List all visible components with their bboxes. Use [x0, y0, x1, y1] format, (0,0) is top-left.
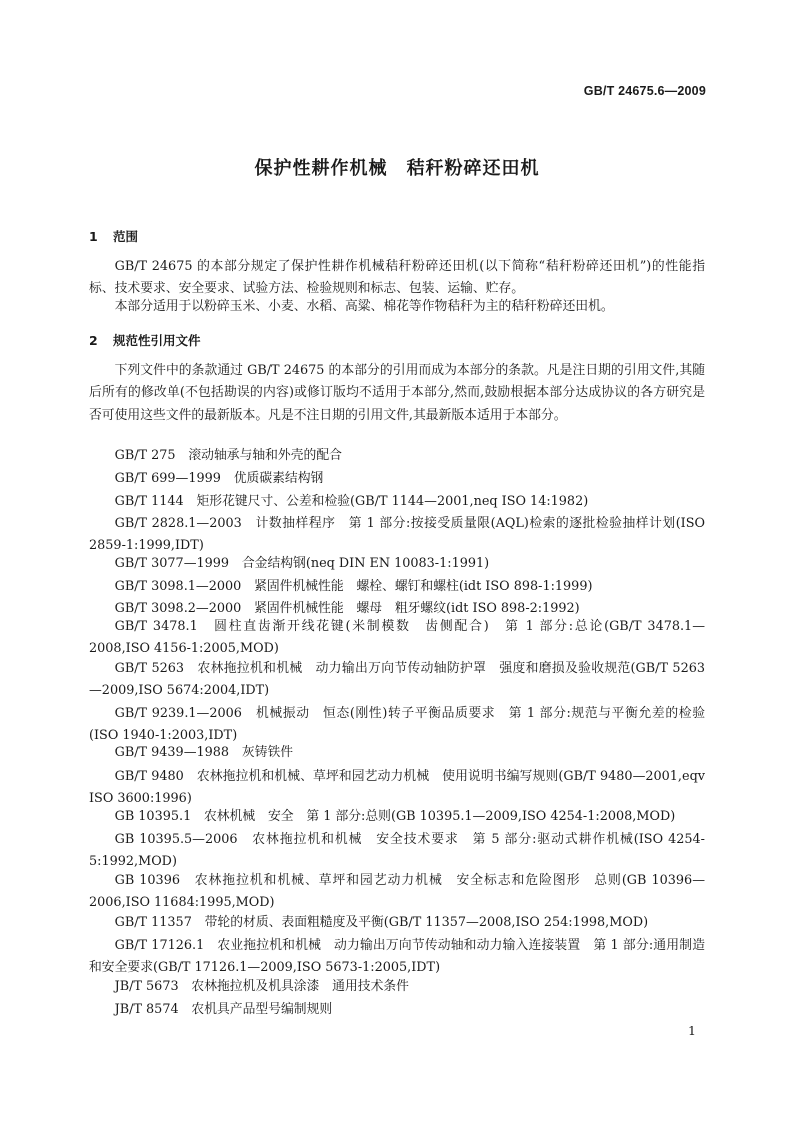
reference-item: GB 10395.1 农林机械 安全 第 1 部分:总则(GB 10395.1—2009,ISO 4254-1:2008,MOD)	[114, 809, 676, 824]
reference-item: GB/T 5263 农林拖拉机和机械 动力输出万向节传动轴防护罩 强度和磨损及验收规范(GB/T 5263—2009,ISO 5674:2004,IDT)	[89, 661, 705, 699]
reference-item: GB/T 275 滚动轴承与轴和外壳的配合	[114, 448, 342, 463]
section-title: 范围	[113, 229, 139, 244]
reference-item: GB/T 17126.1 农业拖拉机和机械 动力输出万向节传动轴和动力输入连接装置 第 1 部分:通用制造和安全要求(GB/T 17126.1—2009,ISO 5673-1:2005,IDT)	[89, 938, 705, 976]
reference-item: GB/T 3098.2—2000 紧固件机械性能 螺母 粗牙螺纹(idt ISO 898-2:1992)	[114, 601, 580, 616]
document-code: GB/T 24675.6—2009	[583, 84, 706, 98]
section-heading-scope	[89, 227, 138, 245]
section-number: 2	[89, 333, 98, 348]
reference-item: GB/T 9239.1—2006 机械振动 恒态(刚性)转子平衡品质要求 第 1 部分:规范与平衡允差的检验(ISO 1940-1:2003,IDT)	[89, 706, 705, 744]
reference-item: GB/T 3077—1999 合金结构钢(neq DIN EN 10083-1:1991)	[114, 556, 490, 571]
reference-item: JB/T 5673 农林拖拉机及机具涂漆 通用技术条件	[114, 979, 409, 994]
reference-item: JB/T 8574 农机具产品型号编制规则	[114, 1002, 333, 1017]
section-heading-normative-references	[89, 331, 201, 349]
reference-item: GB/T 3098.1—2000 紧固件机械性能 螺栓、螺钉和螺柱(idt ISO 898-1:1999)	[114, 579, 593, 594]
references-intro-paragraph: 下列文件中的条款通过 GB/T 24675 的本部分的引用而成为本部分的条款。凡是注日期的引用文件,其随后所有的修改单(不包括勘误的内容)或修订版均不适用于本部分,然而,鼓励根据本部分达成协议的各方研究是否可使用这些文件的最新版本。凡是不注日期的引用文件,其最新版本适用于本部分。	[89, 363, 705, 423]
reference-item: GB 10395.5—2006 农林拖拉机和机械 安全技术要求 第 5 部分:驱动式耕作机械(ISO 4254-5:1992,MOD)	[89, 832, 705, 870]
reference-item: GB/T 11357 带轮的材质、表面粗糙度及平衡(GB/T 11357—2008,ISO 254:1998,MOD)	[114, 915, 649, 930]
reference-item: GB/T 9439—1988 灰铸铁件	[114, 745, 294, 760]
reference-item: GB/T 2828.1—2003 计数抽样程序 第 1 部分:按接受质量限(AQL)检索的逐批检验抽样计划(ISO 2859-1:1999,IDT)	[89, 516, 710, 554]
reference-item: GB/T 699—1999 优质碳素结构钢	[114, 471, 324, 486]
reference-item: GB/T 9480 农林拖拉机和机械、草坪和园艺动力机械 使用说明书编写规则(GB/T 9480—2001,eqv ISO 3600:1996)	[89, 769, 710, 807]
section-title: 规范性引用文件	[113, 333, 201, 348]
reference-item: GB/T 1144 矩形花键尺寸、公差和检验(GB/T 1144—2001,neq ISO 14:1982)	[114, 494, 589, 509]
page-number: 1	[688, 1023, 696, 1038]
scope-paragraph: 本部分适用于以粉碎玉米、小麦、水稻、高粱、棉花等作物秸秆为主的秸秆粉碎还田机。	[114, 299, 614, 314]
scope-paragraph: GB/T 24675 的本部分规定了保护性耕作机械秸秆粉碎还田机(以下简称“秸秆粉碎还田机”)的性能指标、技术要求、安全要求、试验方法、检验规则和标志、包装、运输、贮存。	[89, 259, 705, 297]
page-title: 保护性耕作机械 秸秆粉碎还田机	[254, 158, 540, 179]
reference-item: GB 10396 农林拖拉机和机械、草坪和园艺动力机械 安全标志和危险图形 总则(GB 10396—2006,ISO 11684:1995,MOD)	[89, 873, 705, 911]
section-number: 1	[89, 229, 98, 244]
reference-item: GB/T 3478.1 圆柱直齿渐开线花键(米制模数 齿侧配合) 第 1 部分:总论(GB/T 3478.1—2008,ISO 4156-1:2005,MOD)	[89, 619, 705, 657]
